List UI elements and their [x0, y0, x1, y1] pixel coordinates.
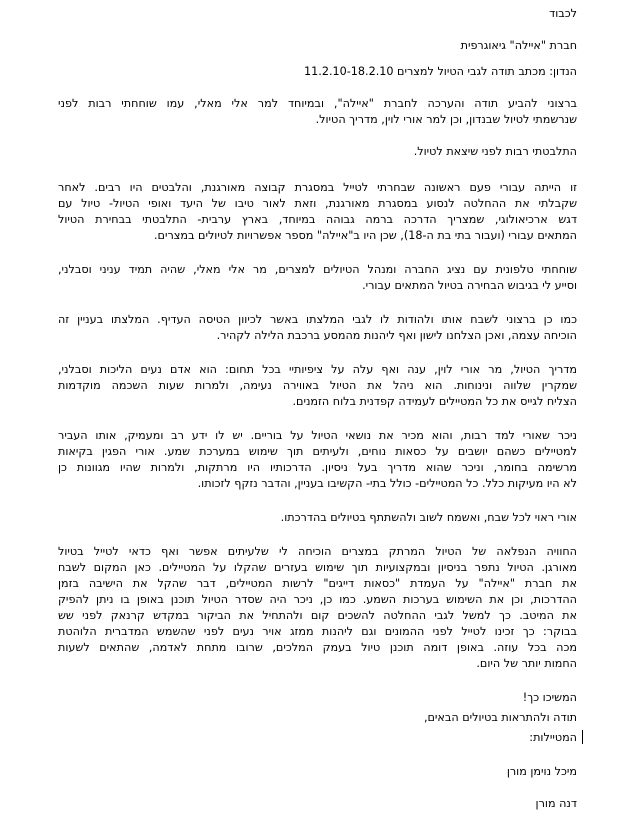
paragraph-line: שוחחתי טלפונית עם נציג החברה ומנהל הטיולים למצרים, מר אלי מאלי, שהיה תמיד עניני וסבלני, [58, 263, 577, 276]
subject-line: הנדון: מכתב תודה לגבי הטיול למצרים 11.2.10-18.2.10 [304, 65, 577, 78]
paragraph-line: זו הייתה עבורי פעם ראשונה שבחרתי לטייל במסגרת קבוצה מאורגנת, והלבטים היו רבים. לאחר [58, 181, 577, 194]
paragraph-line: שנרשמתי לטיול שבנדון, וכן למר אורי לוין, מדריך הטיול. [315, 113, 577, 126]
paragraph-line: מכה בכל עוזה. באופן דומה תוכנן טיול בעמק המלכים, שרובו מתחת לאדמה, שהתאים לשעות [58, 641, 577, 654]
paragraph-line: המשיכו כך! [522, 691, 577, 704]
paragraph-line: המתאים עבורי (ועבור בתי בת ה-18), שכן היו ב"איילה" מספר אפשרויות לטיולים במצרים. [153, 229, 577, 242]
paragraph-line: לא היו מעיקות כלל. כל המטיילים- כולל בתי- הקשיבו בעניין, והדבר נזקף לזכותו. [197, 477, 577, 490]
paragraph-line: וסייע לי בגיבוש הבחירה בטיול המתאים עבורי. [362, 279, 577, 292]
paragraph-line: אורי ראוי לכל שבח, ואשמח לשוב ולהשתתף בטיולים בהדרכתו. [280, 511, 577, 524]
paragraph-line: החוויה הנפלאה של הטיול המרתק במצרים הוכיחה לי שלעיתים אפשר ואף כדאי לטייל בטיול [58, 545, 577, 558]
paragraph-line: מרשימה בחומר, וניכר שהוא מדריך בעל ניסיון. הדרכותיו היו מרתקות, ולמרות שהיו מגוונות כן [58, 461, 577, 474]
paragraph-line: את חברת "איילה" על העמדת "כסאות דייגים" לרשות המטיילים, דבר שהקל את הישיבה בזמן [58, 577, 577, 590]
paragraph-line: תודה ולהתראות בטיולים הבאים, [423, 711, 577, 724]
paragraph-line: המטיילות: [529, 731, 577, 744]
paragraph-line: דגש ארכיאולוגי, שמצריך הדרכה ברמה גבוהה במיוחד, בארץ ערבית- התלבטתי בבחירת הטיול [58, 213, 577, 226]
paragraph-line: מדריך הטיול, מר אורי לוין, ענה ואף עלה על ציפיותיי בכל תחום: הוא אדם נעים הליכות וסבלני, [58, 363, 577, 376]
paragraph-line: ברצוני להביע תודה והערכה לחברת "איילה", ובמיוחד למר אלי מאלי, עמו שוחחתי רבות לפני [58, 97, 577, 110]
paragraph-line: כמו כן ברצוני לשבח אותו ולהודות לו לגבי המלצתו באשר לכיוון הטיסה העדיף. המלצתו בעניין זה [58, 313, 577, 326]
paragraph-line: את המיטב. כך למשל לגבי ההחלטה להשכים קום ולהתחיל את הביקור במקדש קרנאק לפני שש [58, 609, 577, 622]
paragraph-line: הצליח לגייס את כל המטיילים לעמידה קפדנית בלוח הזמנים. [292, 395, 577, 408]
recipient-line: לכבוד [549, 7, 577, 20]
paragraph-line: מיכל נוימן מורן [506, 765, 577, 778]
paragraph-line: שקבלתי את ההחלטה לנסוע במסגרת מאורגנת, וזאת לאור טיבו של היעד ואופי הטיול- טיול עם [58, 197, 577, 210]
paragraph-line: התלבטתי רבות לפני שיצאת לטיול. [413, 145, 577, 158]
company-line: חברת "איילה" גיאוגרפית [460, 39, 577, 52]
paragraph-line: החמות יותר של היום. [476, 657, 577, 670]
paragraph-line: בבוקר: כך זכינו לטייל לפני ההמונים וגם ליהנות ממזג אויר נעים לפני שהשמש המדברית הלוהטת [58, 625, 577, 638]
paragraph-line: דנה מורן [535, 797, 577, 810]
paragraph-line: למטיילים כשהם יושבים על כסאות נוחים, ולעיתים תוך שימוש במערכת שמע. אורי הפגין בקיאות [58, 445, 577, 458]
paragraph-line: הוכיחה עצמה, ואכן הצלחנו לישון ואף ליהנות מהמסע ברכבת הלילה לקהיר. [216, 329, 577, 342]
text-cursor [582, 730, 583, 744]
paragraph-line: ניכר שאורי למד רבות, והוא מכיר את נושאי הטיול על בוריים. יש לו ידע רב ומעמיק, אותו העביר [58, 429, 577, 442]
paragraph-line: מאורגן. הטיול נתפר בניסיון ובמקצועיות תוך שימוש בעזרים שהקלו על המטיילים. כאן המקום לשבח [58, 561, 577, 574]
paragraph-line: שמקרין שלווה ונינוחות. הוא ניהל את הטיול באווירה נעימה, ולמרות שעות השכמה מוקדמות [58, 379, 577, 392]
paragraph-line: ההדרכות, וכן את השימוש בערכות השמע. כמו כן, ניכר היה שסדר הטיול תוכנן באופן בו ניתן להפיק [58, 593, 577, 606]
